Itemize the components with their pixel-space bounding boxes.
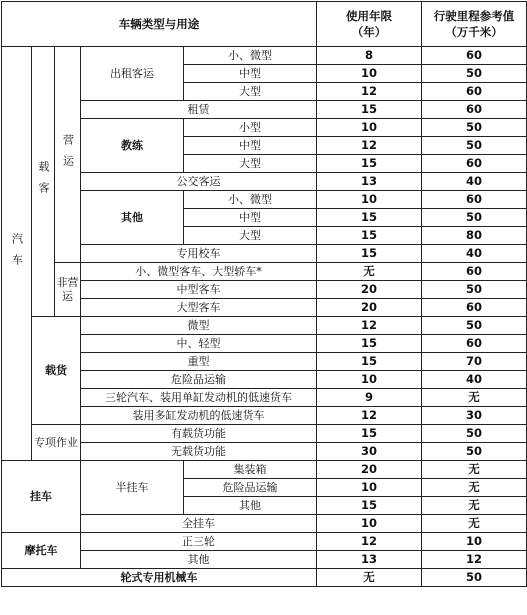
- group-special: 专项作业: [32, 425, 81, 461]
- row-label: 三轮汽车、装用单缸发动机的低速货车: [81, 389, 317, 407]
- years-cell: 13: [317, 551, 422, 569]
- table-row: [2, 425, 527, 443]
- mileage-cell: 无: [422, 389, 527, 407]
- mileage-cell: 50: [422, 317, 527, 335]
- row-label: 装用多缸发动机的低速货车: [81, 407, 317, 425]
- vehicle-lifespan-table: [1, 1, 527, 587]
- mileage-cell: 无: [422, 479, 527, 497]
- table-row: [2, 371, 527, 389]
- mileage-cell: 60: [422, 299, 527, 317]
- years-cell: 10: [317, 479, 422, 497]
- mileage-cell: 无: [422, 497, 527, 515]
- row-label: 无载货功能: [81, 443, 317, 461]
- years-cell: 15: [317, 497, 422, 515]
- row-label: 中型: [184, 209, 317, 227]
- group-operating: 营运: [55, 47, 81, 263]
- years-cell: 12: [317, 83, 422, 101]
- row-label: 大型: [184, 227, 317, 245]
- years-cell: 10: [317, 191, 422, 209]
- row-label: 中型客车: [81, 281, 317, 299]
- group-cargo: 载货: [32, 317, 81, 425]
- row-label: 小、微型: [184, 47, 317, 65]
- mileage-cell: 12: [422, 551, 527, 569]
- years-cell: 20: [317, 461, 422, 479]
- mileage-cell: 无: [422, 461, 527, 479]
- years-cell: 15: [317, 155, 422, 173]
- years-cell: 10: [317, 119, 422, 137]
- group-trailer: 挂车: [2, 461, 81, 533]
- years-cell: 9: [317, 389, 422, 407]
- years-cell: 20: [317, 299, 422, 317]
- table-row: [2, 407, 527, 425]
- header-years-label: 使用年限: [346, 9, 393, 23]
- mileage-cell: 无: [422, 515, 527, 533]
- table-row: [2, 191, 527, 209]
- row-label: 大型: [184, 155, 317, 173]
- table-row: [2, 353, 527, 371]
- group-motorcycle: 摩托车: [2, 533, 81, 569]
- years-cell: 无: [317, 263, 422, 281]
- table-row: [2, 173, 527, 191]
- row-label: 中型: [184, 137, 317, 155]
- mileage-cell: 60: [422, 263, 527, 281]
- group-nonoperating: 非营运: [55, 263, 81, 317]
- table-row: [2, 263, 527, 281]
- row-label: 专用校车: [81, 245, 317, 263]
- years-cell: 15: [317, 425, 422, 443]
- mileage-cell: 40: [422, 173, 527, 191]
- row-label: 中、轻型: [81, 335, 317, 353]
- years-cell: 12: [317, 317, 422, 335]
- row-label: 微型: [81, 317, 317, 335]
- years-cell: 12: [317, 407, 422, 425]
- row-label: 正三轮: [81, 533, 317, 551]
- table-row: [2, 443, 527, 461]
- row-label: 重型: [81, 353, 317, 371]
- table-row: [2, 335, 527, 353]
- mileage-cell: 10: [422, 533, 527, 551]
- table-row: [2, 47, 527, 65]
- years-cell: 15: [317, 101, 422, 119]
- mileage-cell: 50: [422, 281, 527, 299]
- years-cell: 10: [317, 515, 422, 533]
- years-cell: 15: [317, 245, 422, 263]
- table-row: [2, 551, 527, 569]
- row-label: 其他: [81, 551, 317, 569]
- row-label: 全挂车: [81, 515, 317, 533]
- row-label: 租赁: [81, 101, 317, 119]
- mileage-cell: 50: [422, 209, 527, 227]
- row-label: 大型: [184, 83, 317, 101]
- table-row: [2, 245, 527, 263]
- row-label: 小、微型: [184, 191, 317, 209]
- table-row: [2, 515, 527, 533]
- row-label: 集装箱: [184, 461, 317, 479]
- years-cell: 12: [317, 533, 422, 551]
- mileage-cell: 50: [422, 569, 527, 587]
- row-label: 危险品运输: [81, 371, 317, 389]
- group-taxi: 出租客运: [81, 47, 184, 101]
- row-label: 有载货功能: [81, 425, 317, 443]
- years-cell: 20: [317, 281, 422, 299]
- group-training: 教练: [81, 119, 184, 173]
- row-label: 大型客车: [81, 299, 317, 317]
- mileage-cell: 40: [422, 371, 527, 389]
- table-row: [2, 461, 527, 479]
- years-cell: 8: [317, 47, 422, 65]
- header-mileage-label: 行驶里程参考值: [433, 9, 515, 23]
- years-cell: 30: [317, 443, 422, 461]
- years-cell: 15: [317, 227, 422, 245]
- group-car: 汽车: [2, 47, 32, 461]
- mileage-cell: 60: [422, 83, 527, 101]
- years-cell: 13: [317, 173, 422, 191]
- header-row: [2, 2, 527, 47]
- mileage-cell: 50: [422, 65, 527, 83]
- table-row: [2, 317, 527, 335]
- mileage-cell: 50: [422, 137, 527, 155]
- row-label: 小型: [184, 119, 317, 137]
- table-row: [2, 533, 527, 551]
- years-cell: 10: [317, 65, 422, 83]
- mileage-cell: 60: [422, 47, 527, 65]
- years-cell: 12: [317, 137, 422, 155]
- row-label: 其他: [184, 497, 317, 515]
- row-label: 公交客运: [81, 173, 317, 191]
- row-label: 危险品运输: [184, 479, 317, 497]
- mileage-cell: 40: [422, 245, 527, 263]
- years-cell: 15: [317, 335, 422, 353]
- row-label: 小、微型客车、大型轿车*: [81, 263, 317, 281]
- group-passenger: 载客: [32, 47, 55, 317]
- mileage-cell: 80: [422, 227, 527, 245]
- table-row: [2, 299, 527, 317]
- row-label: 轮式专用机械车: [2, 569, 317, 587]
- mileage-cell: 50: [422, 425, 527, 443]
- mileage-cell: 30: [422, 407, 527, 425]
- table-row: [2, 101, 527, 119]
- years-cell: 10: [317, 371, 422, 389]
- mileage-cell: 70: [422, 353, 527, 371]
- mileage-cell: 50: [422, 119, 527, 137]
- mileage-cell: 60: [422, 101, 527, 119]
- mileage-cell: 50: [422, 443, 527, 461]
- table-row: [2, 569, 527, 587]
- mileage-cell: 60: [422, 335, 527, 353]
- mileage-cell: 60: [422, 191, 527, 209]
- group-semitrailer: 半挂车: [81, 461, 184, 515]
- row-label: 中型: [184, 65, 317, 83]
- group-other: 其他: [81, 191, 184, 245]
- mileage-cell: 60: [422, 155, 527, 173]
- table-row: [2, 389, 527, 407]
- years-cell: 15: [317, 353, 422, 371]
- years-cell: 无: [317, 569, 422, 587]
- header-mileage: [422, 2, 527, 47]
- header-category: 车辆类型与用途: [2, 2, 317, 47]
- years-cell: 15: [317, 209, 422, 227]
- header-mileage-unit: （万千米）: [445, 25, 503, 39]
- header-years-unit: （年）: [351, 25, 387, 39]
- header-years: [317, 2, 422, 47]
- table-row: [2, 281, 527, 299]
- table-row: [2, 119, 527, 137]
